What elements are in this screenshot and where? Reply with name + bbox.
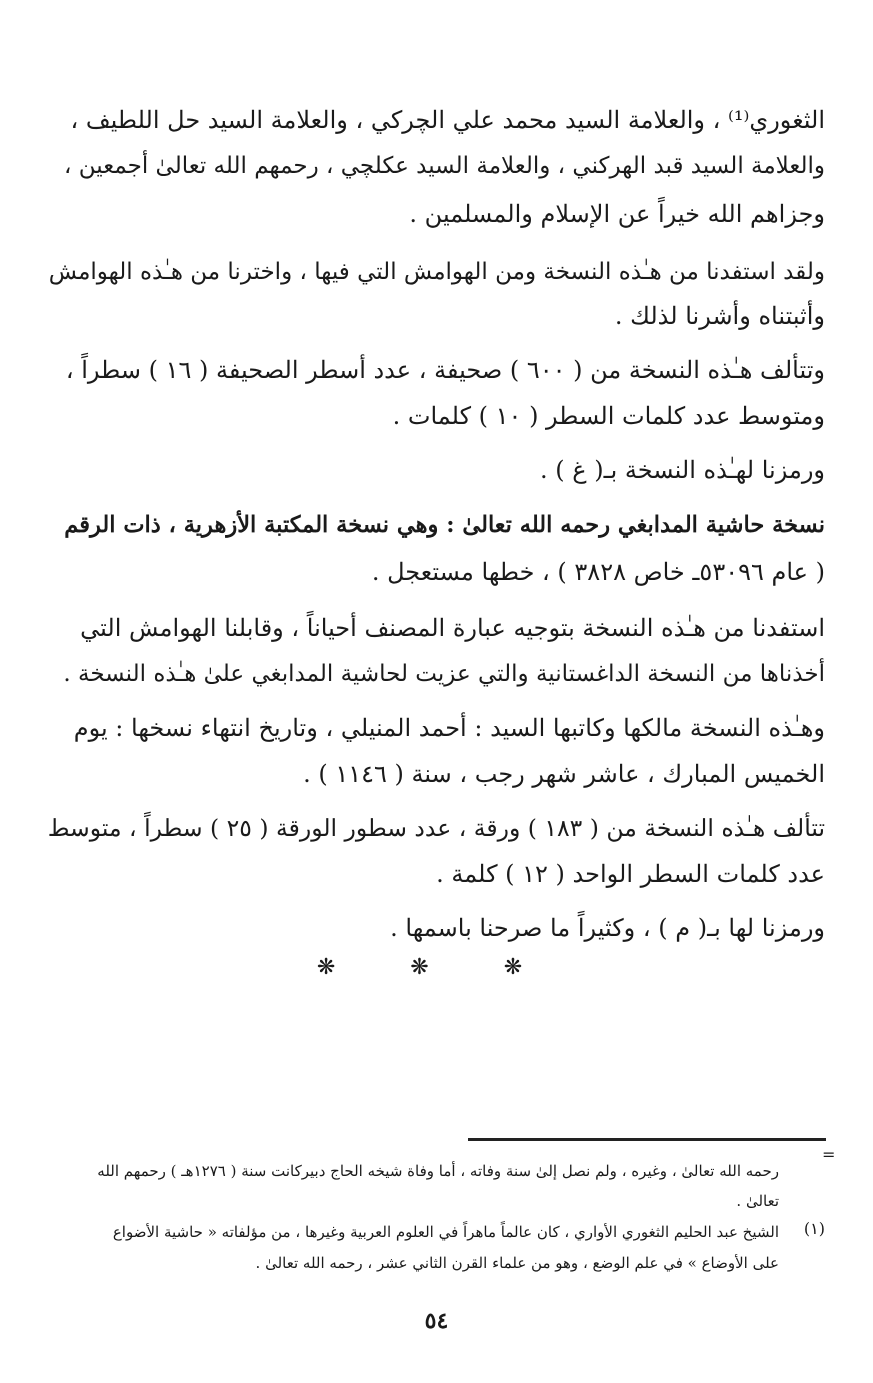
page-number: ٥٤ [424,1308,449,1334]
footnote-continuation-marker: = [822,1145,836,1164]
text-line: ومتوسط عدد كلمات السطر ( ١٠ ) كلمات . [392,402,825,430]
text-line: ولقد استفدنا من هـٰذه النسخة ومن الهوامش التي فيها ، واخترنا من هـٰذه الهوامش [48,259,825,285]
text-line: وأثبتناه وأشرنا لذلك . [614,302,825,330]
text-line: والعلامة السيد قبد الهركني ، والعلامة السيد عكلچي ، رحمهم الله تعالىٰ أجمعين ، [64,153,825,179]
text-line: وهـٰذه النسخة مالكها وكاتبها السيد : أحمد المنيلي ، وتاريخ انتهاء نسخها : يوم [73,714,825,742]
footnote-line: على الأوضاع » في علم الوضع ، وهو من علماء القرن الثاني عشر ، رحمه الله تعالىٰ . [255,1254,779,1272]
text-line: وتتألف هـٰذه النسخة من ( ٦٠٠ ) صحيفة ، عدد أسطر الصحيفة ( ١٦ ) سطراً ، [65,356,825,384]
section-heading-line: نسخة حاشية المدابغي رحمه الله تعالىٰ : وهي نسخة المكتبة الأزهرية ، ذات الرقم [64,512,825,538]
footnote-rule [468,1138,826,1141]
text-line: استفدنا من هـٰذه النسخة بتوجيه عبارة المصنف أحياناً ، وقابلنا الهوامش التي [80,614,825,642]
text-line: ( عام ٥٣٠٩٦ـ خاص ٣٨٢٨ ) ، خطها مستعجل . [371,558,825,586]
footnote-number: (١) [803,1219,825,1238]
text-line: الثغوري⁽¹⁾ ، والعلامة السيد محمد علي الچركي ، والعلامة السيد حل اللطيف ، [70,106,825,134]
text-line: الخميس المبارك ، عاشر شهر رجب ، سنة ( ١١٤٦ ) . [303,760,825,788]
section-separator-icon: ❋ ❋ ❋ [316,955,557,980]
footnote-line: الشيخ عبد الحليم الثغوري الأواري ، كان عالماً ماهراً في العلوم العربية وغيرها ، من مؤلفاته « حاشية الأضواع [112,1223,779,1241]
text-line: أخذناها من النسخة الداغستانية والتي عزيت لحاشية المدابغي علىٰ هـٰذه النسخة . [63,661,825,687]
text-line: وجزاهم الله خيراً عن الإسلام والمسلمين . [409,200,825,228]
text-line: عدد كلمات السطر الواحد ( ١٢ ) كلمة . [436,860,825,888]
text-line: ورمزنا لهـٰذه النسخة بـ( غ ) . [540,456,825,484]
text-line: ورمزنا لها بـ( م ) ، وكثيراً ما صرحنا باسمها . [390,914,825,942]
text-line: تتألف هـٰذه النسخة من ( ١٨٣ ) ورقة ، عدد سطور الورقة ( ٢٥ ) سطراً ، متوسط [47,814,825,842]
footnote-line: تعالىٰ . [736,1192,779,1210]
footnote-line: رحمه الله تعالىٰ ، وغيره ، ولم نصل إلىٰ سنة وفاته ، أما وفاة شيخه الحاج دبيركانت سنة ( ١٢٧٦هـ ) رحمهم الله [97,1162,779,1180]
